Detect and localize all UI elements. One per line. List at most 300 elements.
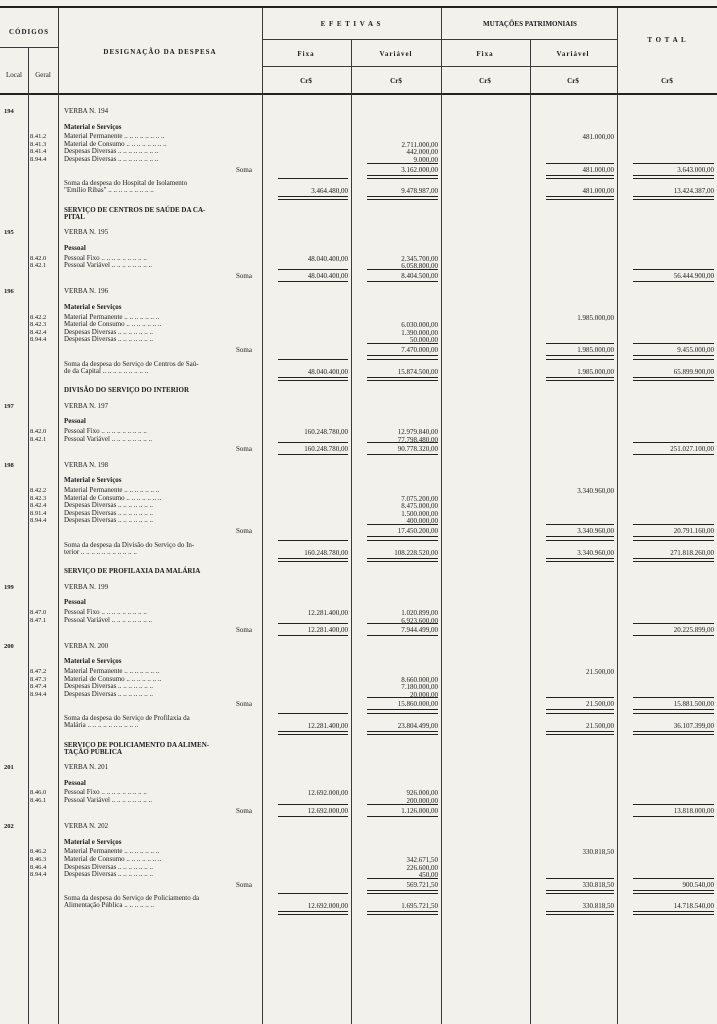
expense-description-cont: "Emílio Ribas" .. .. .. .. .. .. .. .. .. [64,186,154,195]
soma-label: Soma [236,271,252,280]
value-mvar: 21.500,00 [586,700,614,709]
codigo-local: 195 [4,229,14,237]
value-evar: 1.020.899,00 [401,609,438,617]
expense-description-cont: terior .. .. .. .. .. .. .. .. .. .. .. [64,547,137,556]
expense-description: Pessoal Fixo .. .. .. .. .. .. .. .. .. [64,427,147,435]
total-double-rule [278,558,348,562]
total-rule [633,540,714,541]
value-evar: 7.944.499,00 [401,626,438,635]
soma-underline [278,281,348,282]
soma-rule [633,804,714,805]
soma-rule [278,269,348,270]
header-currency-1: Cr$ [300,77,312,85]
total-double-rule [367,731,438,735]
value-evar: 77.798.480,00 [397,435,438,444]
codigo-geral: 8.42.0 [30,428,47,435]
value-evar: 2.711.000,00 [401,140,438,149]
expense-description: Pessoal Fixo .. .. .. .. .. .. .. .. .. [64,788,147,797]
section-heading: Material e Serviços [64,303,122,311]
value-evar: 8.404.500,00 [401,271,438,280]
value-evar: 20.000,00 [410,690,438,699]
total-double-rule [546,911,614,915]
expense-description-cont: Malária .. .. .. .. .. .. .. .. .. .. [64,721,139,729]
value-evar: 342.671,50 [406,856,438,864]
value-evar: 2.345.700,00 [401,254,438,263]
value-evar: 1.390.000,00 [401,328,438,337]
soma-rule [367,804,438,805]
soma-label: Soma [236,700,252,709]
expense-description: Despesas Diversas .. .. .. .. .. .. .. [64,327,154,336]
expense-description: Pessoal Fixo .. .. .. .. .. .. .. .. .. [64,253,147,262]
total-double-rule [278,377,348,381]
section-heading: SERVIÇO DE PROFILAXIA DA MALÁRIA [64,567,201,576]
soma-underline [367,175,438,176]
codigo-geral: 8.42.1 [30,435,47,443]
value-evar: 442.000,00 [406,148,438,157]
value-efixa: 12.281.400,00 [307,626,348,635]
section-heading: SERVIÇO DE CENTROS DE SAÚDE DA CA- [64,205,206,214]
value-mvar: 481.000,00 [582,165,614,174]
value-mvar: 481.000,00 [582,187,614,196]
soma-rule [633,697,714,698]
expense-description: Despesas Diversas .. .. .. .. .. .. .. [64,335,154,344]
codigo-geral: 8.94.4 [30,871,47,879]
value-evar: 1.500.000,00 [401,509,438,518]
value-total: 3.643.000,00 [677,165,714,174]
codigo-local: 194 [4,108,14,115]
value-total: 65.899.900,00 [673,367,714,376]
value-efixa: 12.692.000,00 [307,789,348,798]
soma-rule [633,524,714,525]
value-evar: 1.126.000,00 [401,806,438,815]
value-efixa: 160.248.780,00 [304,428,348,436]
expense-description: VERBA N. 201 [64,763,109,772]
soma-underline [367,536,438,537]
section-heading: Pessoal [64,417,86,426]
section-heading-cont: PITAL [64,212,85,221]
header-geral: Geral [35,71,51,79]
expense-description: Material Permanente .. .. .. .. .. .. .. [64,667,160,675]
soma-label: Soma [236,445,252,454]
value-evar: 108.228.520,00 [394,548,438,557]
soma-underline [278,454,348,455]
value-evar: 7.075.200,00 [401,494,438,503]
codigo-local: 202 [4,823,14,831]
codigo-local: 196 [4,288,14,296]
codigo-geral: 8.46.4 [30,863,47,871]
value-evar: 6.030.000,00 [401,321,438,330]
header-efetivas-variavel: Variável [379,50,413,58]
value-total: 251.027.100,00 [670,445,714,454]
value-mvar: 21.500,00 [586,722,614,730]
expense-description: Material de Consumo .. .. .. .. .. .. .. [64,855,162,863]
value-efixa: 3.464.480,00 [311,187,348,196]
total-double-rule [278,731,348,735]
value-evar: 8.475.000,00 [401,502,438,511]
section-heading: Pessoal [64,778,86,787]
value-mvar: 3.340.960,00 [577,527,614,535]
soma-rule [546,878,614,879]
value-evar: 50.000,00 [410,336,438,345]
total-rule [367,540,438,541]
expense-description: Despesas Diversas .. .. .. .. .. .. .. [64,501,154,510]
soma-rule [633,623,714,624]
soma-underline [367,454,438,455]
expense-description: VERBA N. 196 [64,287,109,296]
total-double-rule [367,196,438,200]
expense-description: Pessoal Variável .. .. .. .. .. .. .. .. [64,796,152,804]
total-double-rule [546,558,614,562]
value-efixa: 12.281.400,00 [307,609,348,617]
codigo-geral: 8.91.4 [30,509,47,517]
header-currency-4: Cr$ [567,77,579,85]
header-total: T O T A L [647,36,687,44]
soma-rule [278,623,348,624]
soma-rule [633,269,714,270]
soma-rule [367,442,438,443]
soma-label: Soma [236,346,252,354]
total-double-rule [633,558,714,562]
total-rule [546,178,614,179]
expense-description: VERBA N. 199 [64,582,109,591]
soma-label: Soma [236,880,252,889]
soma-rule [367,878,438,879]
codigo-geral: 8.41.2 [30,133,47,141]
soma-label: Soma [236,806,252,815]
soma-rule [546,343,614,344]
soma-underline [633,816,714,817]
soma-underline [633,709,714,710]
section-heading: Material e Serviços [64,837,122,846]
soma-label: Soma [236,527,252,535]
codigo-geral: 8.42.1 [30,262,47,270]
total-double-rule [633,731,714,735]
expense-description: Pessoal Variável .. .. .. .. .. .. .. .. [64,615,152,624]
value-total: 13.818.000,00 [673,806,714,815]
total-double-rule [367,377,438,381]
expense-description: Despesas Diversas .. .. .. .. .. .. .. .. [64,155,159,163]
header-currency-3: Cr$ [479,77,491,85]
value-mvar: 481.000,00 [582,133,614,142]
total-double-rule [278,196,348,200]
expense-description: Pessoal Variável .. .. .. .. .. .. .. .. [64,261,152,270]
codigo-local: 199 [4,583,14,591]
codigo-local: 198 [4,461,14,469]
value-mvar: 1.985.000,00 [577,313,614,322]
section-heading: Material e Serviços [64,476,122,485]
expense-description: Material de Consumo .. .. .. .. .. .. .. .. [64,139,167,148]
soma-rule [367,623,438,624]
value-evar: 15.860.000,00 [397,700,438,709]
soma-rule [367,343,438,344]
codigo-geral: 8.42.4 [30,328,47,336]
total-rule [633,713,714,714]
expense-description: Soma da despesa da Divisão do Serviço do In- [64,540,195,549]
value-evar: 3.162.000,00 [401,165,438,174]
value-evar: 400.000,00 [406,517,438,526]
value-evar: 7.180.000,00 [401,683,438,692]
codigo-geral: 8.47.1 [30,616,47,624]
codigo-geral: 8.46.1 [30,797,47,804]
soma-underline [367,281,438,282]
soma-underline [367,890,438,891]
header-mutacoes-fixa: Fixa [476,50,494,58]
soma-underline [633,890,714,891]
soma-underline [367,709,438,710]
section-heading-cont: TAÇÃO PÚBLICA [64,747,123,756]
value-evar: 23.804.499,00 [397,722,438,730]
total-double-rule [546,377,614,381]
soma-underline [546,355,614,356]
expense-description: VERBA N. 198 [64,460,109,469]
value-total: 271.818.260,00 [670,548,714,557]
section-heading: SERVIÇO DE POLICIAMENTO DA ALIMEN- [64,740,210,749]
total-rule [278,893,348,894]
codigo-geral: 8.94.4 [30,336,47,344]
soma-underline [367,816,438,817]
soma-underline [546,709,614,710]
value-total: 56.444.900,00 [673,271,714,280]
total-double-rule [367,558,438,562]
value-total: 14.718.540,00 [673,902,714,911]
expense-description: Despesas Diversas .. .. .. .. .. .. .. [64,682,154,691]
soma-underline [633,536,714,537]
value-mvar: 3.340.960,00 [577,548,614,557]
expense-description: Material de Consumo .. .. .. .. .. .. .. [64,493,162,502]
expense-description: Material Permanente .. .. .. .. .. .. .. [64,486,160,494]
value-total: 900.540,00 [682,880,714,889]
expense-description: Soma da despesa do Serviço de Profilaxia da [64,714,190,722]
total-rule [367,713,438,714]
expense-description: Despesas Diversas .. .. .. .. .. .. .. [64,516,154,525]
soma-underline [278,635,348,636]
value-evar: 9.478.987,00 [401,187,438,196]
soma-underline [367,355,438,356]
soma-underline [546,175,614,176]
expense-description: Despesas Diversas .. .. .. .. .. .. .. [64,870,154,879]
value-efixa: 160.248.780,00 [304,445,348,454]
value-evar: 15.874.500,00 [397,367,438,376]
value-evar: 17.450.200,00 [397,527,438,535]
value-evar: 12.979.840,00 [397,428,438,436]
codigo-local: 200 [4,642,14,650]
header-local: Local [6,71,22,79]
value-evar: 6.058.800,00 [401,262,438,271]
value-total: 15.881.500,00 [673,700,714,709]
codigo-geral: 8.47.4 [30,683,47,691]
expense-description: Material Permanente .. .. .. .. .. .. .. .. [64,132,165,141]
soma-underline [546,536,614,537]
expense-description: VERBA N. 200 [64,641,109,650]
section-heading: DIVISÃO DO SERVIÇO DO INTERIOR [64,386,189,395]
expense-description: VERBA N. 202 [64,822,109,831]
expense-description: VERBA N. 197 [64,401,109,410]
value-total: 9.455.000,00 [677,346,714,354]
soma-rule [367,524,438,525]
codigo-geral: 8.42.0 [30,254,47,262]
value-evar: 9.000,00 [413,156,438,164]
total-rule [367,178,438,179]
total-rule [546,540,614,541]
expense-description: Soma da despesa do Hospital de Isolamento [64,179,188,188]
value-evar: 8.660.000,00 [401,675,438,684]
total-rule [546,359,614,360]
value-mvar: 1.985.000,00 [577,367,614,376]
value-evar: 200.000,00 [406,797,438,805]
value-efixa: 48.040.400,00 [307,367,348,376]
expense-description: Material Permanente .. .. .. .. .. .. .. [64,312,160,321]
total-double-rule [278,911,348,915]
value-mvar: 330.818,50 [582,902,614,911]
codigo-geral: 8.41.4 [30,148,47,156]
header-mutacoes-variavel: Variável [556,50,590,58]
header-codigos: CÓDIGOS [8,28,50,36]
codigo-geral: 8.46.0 [30,789,47,797]
expense-description: VERBA N. 194 [64,107,109,115]
expense-description-cont: Alimentação Pública .. .. .. .. .. .. [64,901,155,910]
soma-label: Soma [236,626,252,635]
expense-description: Pessoal Fixo .. .. .. .. .. .. .. .. .. [64,608,147,616]
codigo-geral: 8.94.4 [30,156,47,163]
value-mvar: 21.500,00 [586,668,614,676]
header-designacao: DESIGNAÇÃO DA DESPESA [103,48,217,56]
total-rule [633,893,714,894]
soma-rule [546,163,614,164]
total-double-rule [633,196,714,200]
total-double-rule [367,911,438,915]
soma-rule [546,697,614,698]
value-mvar: 1.985.000,00 [577,346,614,354]
header-currency-5: Cr$ [661,77,673,85]
value-mvar: 3.340.960,00 [577,487,614,495]
expense-description: Despesas Diversas .. .. .. .. .. .. .. .. [64,147,159,156]
codigo-geral: 8.46.3 [30,856,47,863]
codigo-geral: 8.42.3 [30,321,47,329]
total-rule [367,893,438,894]
soma-underline [278,816,348,817]
soma-underline [633,454,714,455]
header-mutacoes: MUTAÇÕES PATRIMONIAIS [483,20,577,28]
soma-rule [367,163,438,164]
value-evar: 7.470.000,00 [401,346,438,354]
soma-underline [367,635,438,636]
soma-underline [633,355,714,356]
expense-description: Material de Consumo .. .. .. .. .. .. .. [64,674,162,683]
expense-description: Pessoal Variável .. .. .. .. .. .. .. .. [64,434,152,443]
total-rule [278,359,348,360]
soma-underline [633,635,714,636]
section-heading: Material e Serviços [64,657,122,666]
soma-rule [633,163,714,164]
value-evar: 1.695.721,50 [401,902,438,911]
header-efetivas: E F E T I V A S [320,20,382,28]
value-evar: 90.778.320,00 [397,445,438,454]
total-double-rule [546,196,614,200]
expense-description: Despesas Diversas .. .. .. .. .. .. .. [64,862,154,871]
soma-underline [633,281,714,282]
value-efixa: 12.692.000,00 [307,902,348,911]
expense-description: Soma da despesa do Serviço de Centros de Saú- [64,359,199,368]
value-evar: 926.000,00 [406,789,438,798]
codigo-geral: 8.94.4 [30,690,47,698]
value-evar: 226.600,00 [406,863,438,872]
total-rule [367,359,438,360]
soma-rule [633,442,714,443]
codigo-geral: 8.42.2 [30,313,47,321]
codigo-geral: 8.94.4 [30,517,47,525]
value-efixa: 48.040.400,00 [307,271,348,280]
soma-rule [278,804,348,805]
soma-rule [546,524,614,525]
codigo-geral: 8.41.3 [30,140,47,148]
value-efixa: 12.281.400,00 [307,722,348,730]
total-rule [633,359,714,360]
soma-label: Soma [236,165,252,174]
soma-rule [633,878,714,879]
expense-description: VERBA N. 195 [64,228,109,237]
section-heading: Material e Serviços [64,122,122,131]
total-rule [278,713,348,714]
value-evar: 569.721,50 [406,880,438,889]
soma-rule [367,269,438,270]
codigo-geral: 8.42.3 [30,494,47,502]
header-currency-2: Cr$ [390,77,402,85]
value-efixa: 12.692.000,00 [307,806,348,815]
total-double-rule [546,731,614,735]
soma-rule [633,343,714,344]
value-mvar: 330.818,50 [582,880,614,889]
codigo-geral: 8.42.2 [30,487,47,494]
section-heading: Pessoal [64,244,86,252]
total-rule [278,540,348,541]
value-total: 36.107.399,00 [673,722,714,730]
expense-description: Despesas Diversas .. .. .. .. .. .. .. [64,508,154,517]
total-rule [546,713,614,714]
expense-description-cont: de da Capital .. .. .. .. .. .. .. .. .. [64,366,149,375]
expense-description: Material de Consumo .. .. .. .. .. .. .. [64,320,162,329]
codigo-geral: 8.47.0 [30,609,47,616]
value-efixa: 160.248.780,00 [304,548,348,557]
codigo-geral: 8.46.2 [30,848,47,856]
soma-rule [278,442,348,443]
value-evar: 450,00 [418,871,438,880]
codigo-geral: 8.47.3 [30,675,47,683]
soma-rule [367,697,438,698]
value-efixa: 48.040.400,00 [307,254,348,263]
value-total: 20.225.899,00 [673,626,714,635]
value-total: 20.791.160,00 [673,527,714,535]
value-mvar: 330.818,50 [582,848,614,857]
total-rule [546,893,614,894]
soma-underline [546,890,614,891]
codigo-geral: 8.47.2 [30,668,47,675]
total-double-rule [633,377,714,381]
expense-description: Material Permanente .. .. .. .. .. .. .. [64,847,160,856]
value-total: 13.424.387,00 [673,187,714,196]
soma-underline [633,175,714,176]
codigo-geral: 8.42.4 [30,502,47,510]
value-evar: 6.923.600,00 [401,616,438,625]
total-rule [633,178,714,179]
total-rule [278,178,348,179]
section-heading: Pessoal [64,598,86,607]
codigo-local: 197 [4,402,14,410]
codigo-local: 201 [4,764,14,772]
total-double-rule [633,911,714,915]
expense-description: Despesas Diversas .. .. .. .. .. .. .. [64,689,154,698]
expense-description: Soma da despesa do Serviço de Policiamento da [64,894,200,903]
header-efetivas-fixa: Fixa [297,50,315,58]
